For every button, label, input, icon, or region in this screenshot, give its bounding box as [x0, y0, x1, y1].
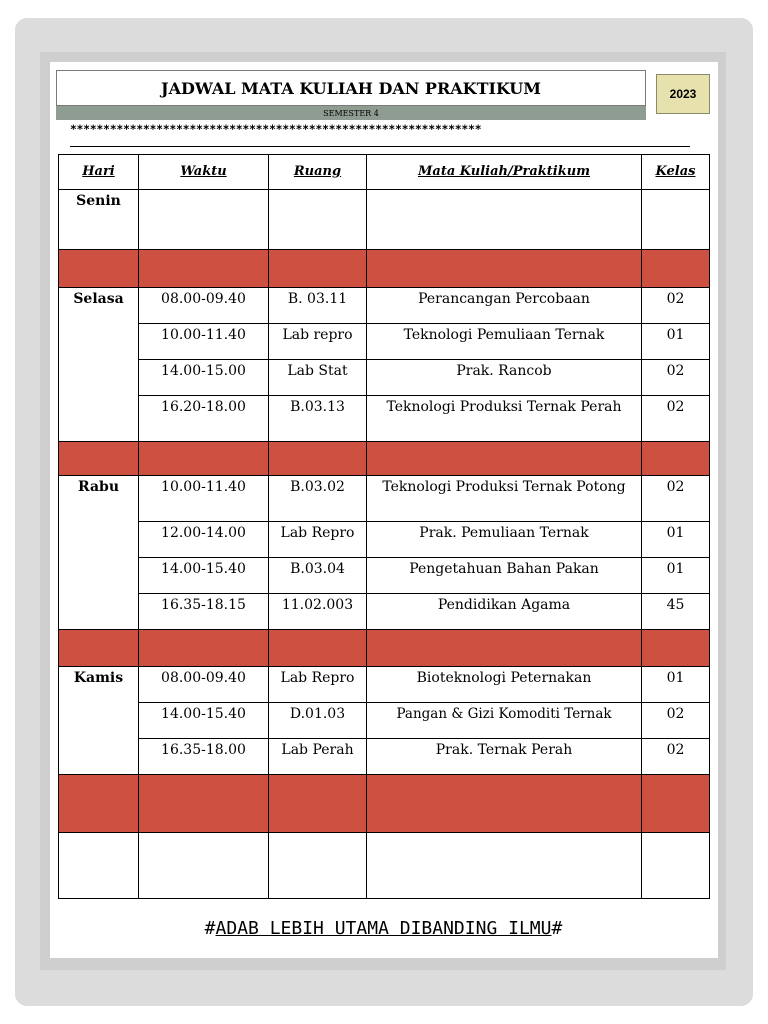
time-cell: 14.00-15.40 [139, 703, 269, 739]
column-header-mata-kuliah: Mata Kuliah/Praktikum [367, 155, 642, 190]
course-cell [367, 190, 642, 250]
time-cell: 14.00-15.00 [139, 360, 269, 396]
table-row [59, 396, 710, 442]
time-cell: 12.00-14.00 [139, 522, 269, 558]
class-cell: 02 [642, 703, 710, 739]
table-row [59, 360, 710, 396]
table-row [59, 476, 710, 522]
class-cell: 02 [642, 288, 710, 324]
table-row [59, 703, 710, 739]
room-cell: 11.02.003 [269, 594, 367, 630]
day-cell: Senin [59, 190, 139, 250]
divider-line [70, 146, 690, 147]
course-cell: Pangan & Gizi Komoditi Ternak [367, 703, 642, 739]
class-cell: 01 [642, 667, 710, 703]
class-cell: 02 [642, 396, 710, 442]
course-cell: Teknologi Pemuliaan Ternak [367, 324, 642, 360]
table-row [59, 558, 710, 594]
course-cell [367, 833, 642, 899]
day-cell [59, 833, 139, 899]
class-cell: 45 [642, 594, 710, 630]
room-cell: B. 03.11 [269, 288, 367, 324]
table-row [59, 288, 710, 324]
time-cell: 16.20-18.00 [139, 396, 269, 442]
class-cell: 01 [642, 324, 710, 360]
course-cell: Pendidikan Agama [367, 594, 642, 630]
separator-row [59, 775, 710, 833]
day-cell: Kamis [59, 667, 139, 775]
motto-text: ADAB LEBIH UTAMA DIBANDING ILMU [215, 918, 552, 939]
separator-row [59, 250, 710, 288]
column-header-waktu: Waktu [139, 155, 269, 190]
time-cell: 16.35-18.15 [139, 594, 269, 630]
motto-hash-left: # [204, 918, 216, 939]
day-cell: Selasa [59, 288, 139, 442]
motto-hash-right: # [551, 918, 563, 939]
star-divider: ************************************************************** [70, 123, 482, 136]
class-cell: 01 [642, 558, 710, 594]
room-cell: Lab repro [269, 324, 367, 360]
course-cell: Prak. Rancob [367, 360, 642, 396]
time-cell: 16.35-18.00 [139, 739, 269, 775]
separator-row [59, 442, 710, 476]
course-cell: Teknologi Produksi Ternak Potong [367, 476, 642, 522]
footer-motto [58, 918, 709, 939]
room-cell: B.03.13 [269, 396, 367, 442]
time-cell [139, 833, 269, 899]
room-cell: D.01.03 [269, 703, 367, 739]
room-cell: Lab Perah [269, 739, 367, 775]
course-cell: Perancangan Percobaan [367, 288, 642, 324]
class-cell: 01 [642, 522, 710, 558]
room-cell: B.03.02 [269, 476, 367, 522]
room-cell [269, 833, 367, 899]
column-header-kelas: Kelas [642, 155, 710, 190]
column-header-ruang: Ruang [269, 155, 367, 190]
schedule-table [58, 154, 710, 899]
room-cell: Lab Repro [269, 667, 367, 703]
room-cell: B.03.04 [269, 558, 367, 594]
time-cell [139, 190, 269, 250]
class-cell: 02 [642, 360, 710, 396]
year-badge: 2023 [656, 74, 710, 114]
time-cell: 10.00-11.40 [139, 476, 269, 522]
room-cell: Lab Stat [269, 360, 367, 396]
class-cell: 02 [642, 476, 710, 522]
table-row [59, 594, 710, 630]
course-cell: Pengetahuan Bahan Pakan [367, 558, 642, 594]
class-cell: 02 [642, 739, 710, 775]
class-cell [642, 190, 710, 250]
time-cell: 08.00-09.40 [139, 288, 269, 324]
table-row [59, 324, 710, 360]
course-cell: Teknologi Produksi Ternak Perah [367, 396, 642, 442]
table-row [59, 522, 710, 558]
separator-row [59, 630, 710, 667]
semester-label: SEMESTER 4 [56, 106, 646, 120]
page-title: JADWAL MATA KULIAH DAN PRAKTIKUM [56, 70, 646, 106]
class-cell [642, 833, 710, 899]
table-row [59, 667, 710, 703]
time-cell: 08.00-09.40 [139, 667, 269, 703]
course-cell: Prak. Pemuliaan Ternak [367, 522, 642, 558]
day-cell: Rabu [59, 476, 139, 630]
table-row [59, 190, 710, 250]
room-cell [269, 190, 367, 250]
header-row [59, 155, 710, 190]
time-cell: 14.00-15.40 [139, 558, 269, 594]
table-row [59, 833, 710, 899]
room-cell: Lab Repro [269, 522, 367, 558]
course-cell: Bioteknologi Peternakan [367, 667, 642, 703]
course-cell: Prak. Ternak Perah [367, 739, 642, 775]
column-header-hari: Hari [59, 155, 139, 190]
table-row [59, 739, 710, 775]
time-cell: 10.00-11.40 [139, 324, 269, 360]
